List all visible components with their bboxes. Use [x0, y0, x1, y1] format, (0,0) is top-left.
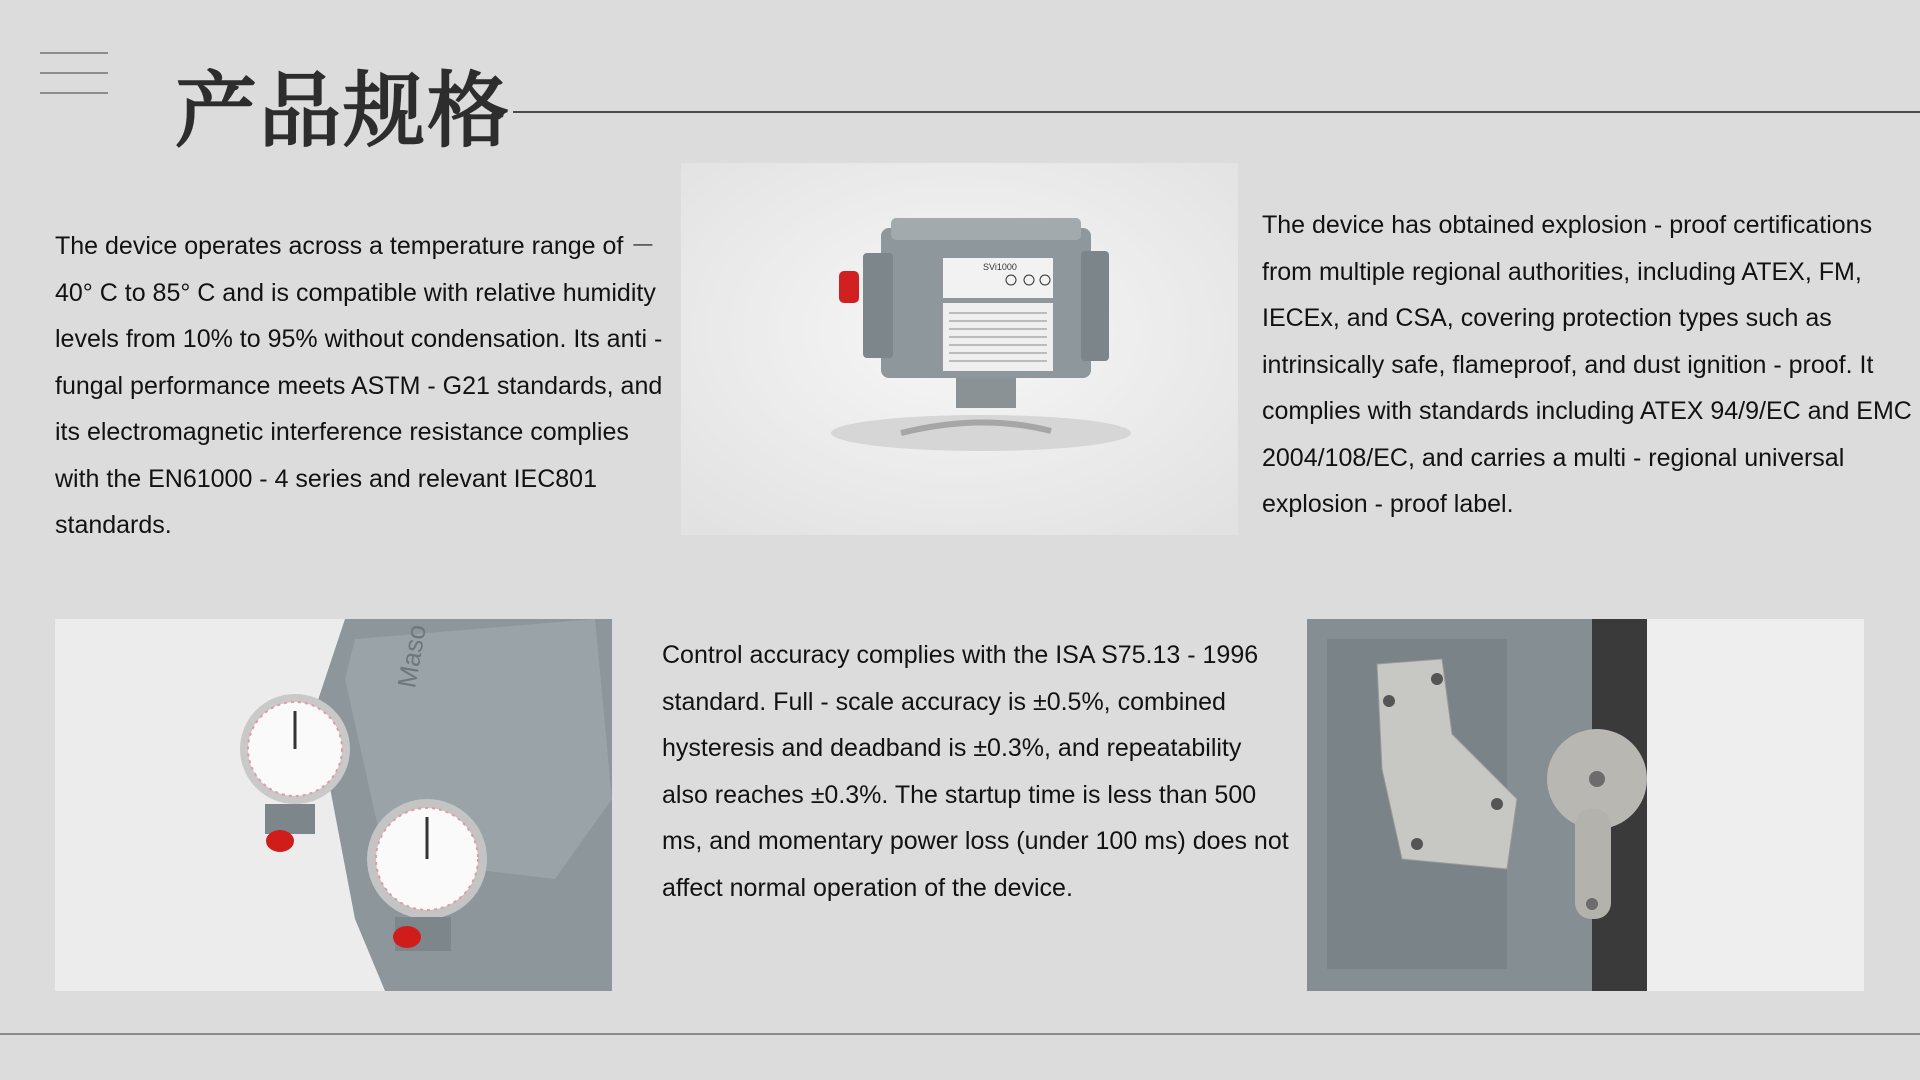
bottom-divider: [0, 1033, 1920, 1035]
environment-spec-text: The device operates across a temperature range of －40° C to 85° C and is compatible with relative humidity levels from 10% to 95% without condensation. Its anti - fungal performance meets ASTM - G21 standards, and its electromagnetic interference resistance complies with the EN61000 - 4 series and relevant IEC801 standards.: [55, 232, 663, 539]
positioner-mechanism-photo: [1307, 619, 1864, 991]
menu-lines-icon: [40, 52, 108, 96]
accuracy-spec-text: Control accuracy complies with the ISA S75.13 - 1996 standard. Full - scale accuracy is ±0.5%, combined hysteresis and deadband is ±0.3%, and repeatability also reaches ±0.3%. The startup time is less than 500 ms, and momentary power loss (under 100 ms) does not affect normal operation of the device.: [662, 641, 1289, 902]
certification-spec-text: The device has obtained explosion - proof certifications from multiple regional authorities, including ATEX, FM, IECEx, and CSA, covering protection types such as intrinsically safe, flameproof, and dust ignition - proof. It complies with standards including ATEX 94/9/EC and EMC 2004/108/EC, and carries a multi - regional universal explosion - proof label.: [1262, 211, 1912, 518]
positioner-gauges-photo: [55, 619, 612, 991]
page-title: 产品规格: [175, 64, 512, 159]
label-model-text: SVi1000: [983, 262, 1017, 272]
positioner-front-photo: [681, 163, 1238, 535]
title-divider: [513, 111, 1920, 113]
housing-brand-text: Maso: [391, 622, 432, 691]
